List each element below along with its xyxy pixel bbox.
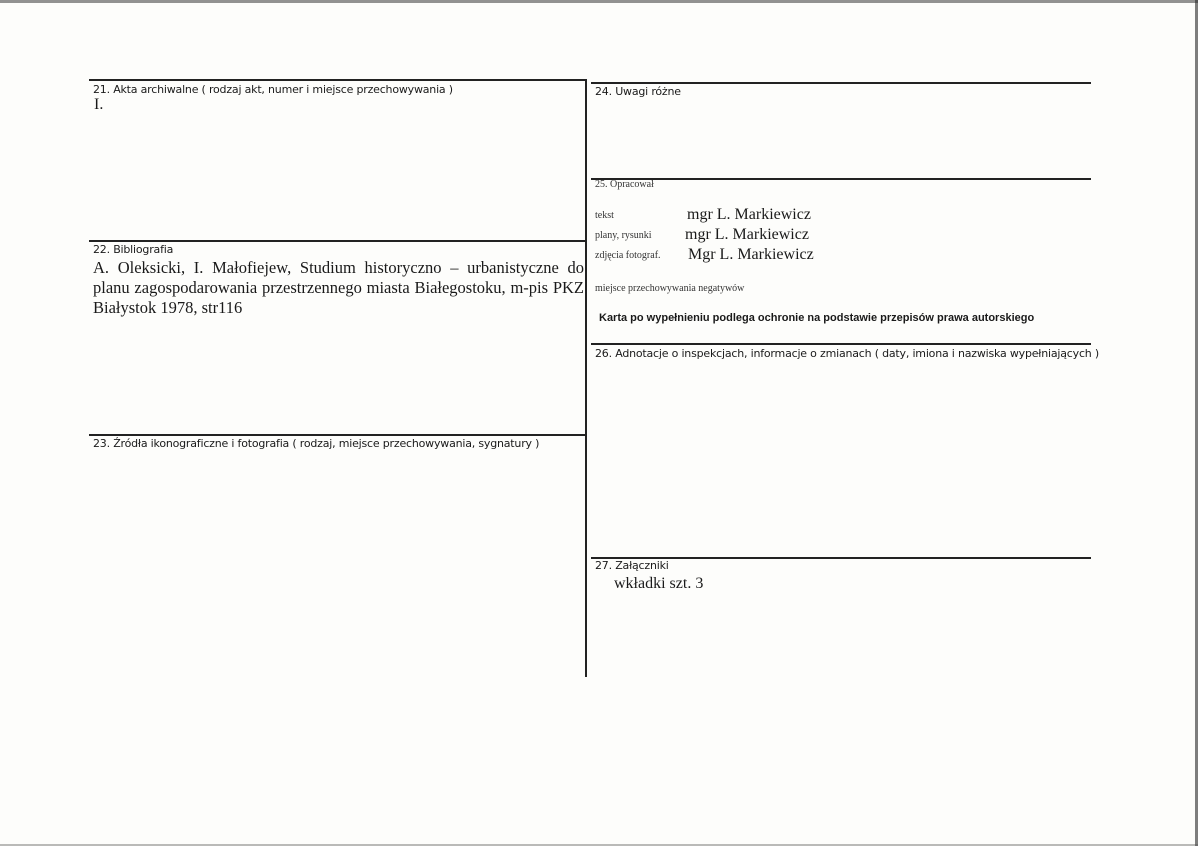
negatives-location-label: miejsce przechowywania negatywów: [595, 283, 745, 294]
author-row-key: tekst: [595, 210, 614, 221]
scan-edge-top: [0, 0, 1198, 3]
rule-26: [591, 343, 1091, 345]
rule-21: [89, 79, 587, 81]
section-27-label: 27. Załączniki: [595, 559, 669, 572]
rule-25: [591, 178, 1091, 180]
copyright-notice: Karta po wypełnieniu podlega ochronie na podstawie przepisów prawa autorskiego: [599, 312, 1035, 324]
section-26-label: 26. Adnotacje o inspekcjach, informacje o zmianach ( daty, imiona i nazwiska wypełniających ): [595, 347, 1099, 360]
section-21-value: I.: [94, 96, 104, 113]
rule-23: [89, 434, 587, 436]
section-24-label: 24. Uwagi różne: [595, 85, 681, 98]
bibliography-text: A. Oleksicki, I. Małofiejew, Studium historyczno – urbanistyczne do planu zagospodarowania przestrzennego miasta Białegostoku, m-pis PKZ Białystok 1978, str116: [93, 258, 584, 317]
author-row-key: zdjęcia fotograf.: [595, 250, 661, 261]
section-22-label: 22. Bibliografia: [93, 243, 174, 256]
rule-22: [89, 240, 587, 242]
section-25-label: 25. Opracował: [595, 179, 654, 190]
author-row-key: plany, rysunki: [595, 230, 652, 241]
section-23-label: 23. Źródła ikonograficzne i fotografia ( rodzaj, miejsce przechowywania, sygnatury ): [93, 437, 540, 450]
author-row-value: mgr L. Markiewicz: [685, 226, 809, 243]
section-21-label: 21. Akta archiwalne ( rodzaj akt, numer i miejsce przechowywania ): [93, 83, 453, 96]
rule-24: [591, 82, 1091, 84]
author-row-value: Mgr L. Markiewicz: [688, 246, 814, 263]
author-row-value: mgr L. Markiewicz: [687, 206, 811, 223]
attachments-value: wkładki szt. 3: [614, 575, 704, 592]
column-divider: [585, 79, 587, 677]
